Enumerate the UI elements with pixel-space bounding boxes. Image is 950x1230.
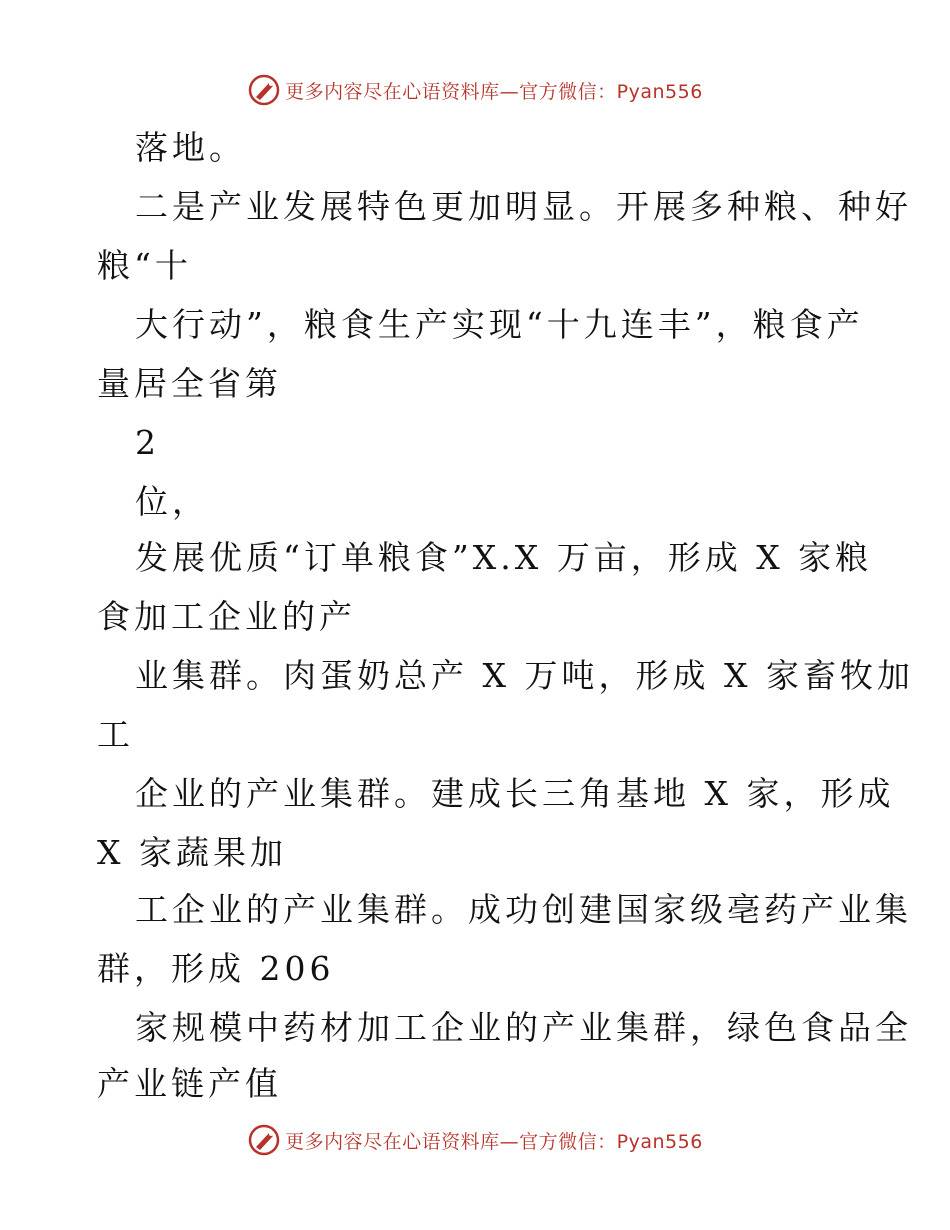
text-line: 2 [135, 423, 160, 462]
text-line: 工企业的产业集群。成功创建国家级亳药产业集 [135, 890, 912, 929]
text-line: 发展优质“订单粮食”X.X 万亩，形成 X 家粮 [135, 538, 873, 577]
text-line: 二是产业发展特色更加明显。开展多种粮、种好 [135, 187, 912, 226]
text-line: 大行动”，粮食生产实现“十九连丰”，粮食产 [135, 305, 864, 344]
pen-logo-icon [247, 1123, 281, 1157]
text-line: 落地。 [135, 128, 246, 167]
text-line: 家规模中药材加工企业的产业集群，绿色食品全 [135, 1008, 912, 1047]
text-line: 工 [97, 715, 134, 754]
footer-banner [0, 1120, 950, 1160]
text-line: 食加工企业的产 [97, 597, 356, 636]
text-line: 业集群。肉蛋奶总产 X 万吨，形成 X 家畜牧加 [135, 656, 914, 695]
text-line: X 家蔬果加 [97, 833, 287, 872]
text-line: 产业链产值 [97, 1064, 282, 1103]
text-line: 粮“十 [97, 246, 192, 285]
text-line: 群，形成 206 [97, 949, 335, 988]
text-line: 位， [135, 482, 209, 521]
header-banner-text: 更多内容尽在心语资料库—官方微信：Pyan556 [285, 80, 703, 103]
text-line: 企业的产业集群。建成长三角基地 X 家，形成 [135, 774, 895, 813]
footer-banner-text: 更多内容尽在心语资料库—官方微信：Pyan556 [285, 1130, 703, 1153]
text-line: 量居全省第 [97, 364, 282, 403]
